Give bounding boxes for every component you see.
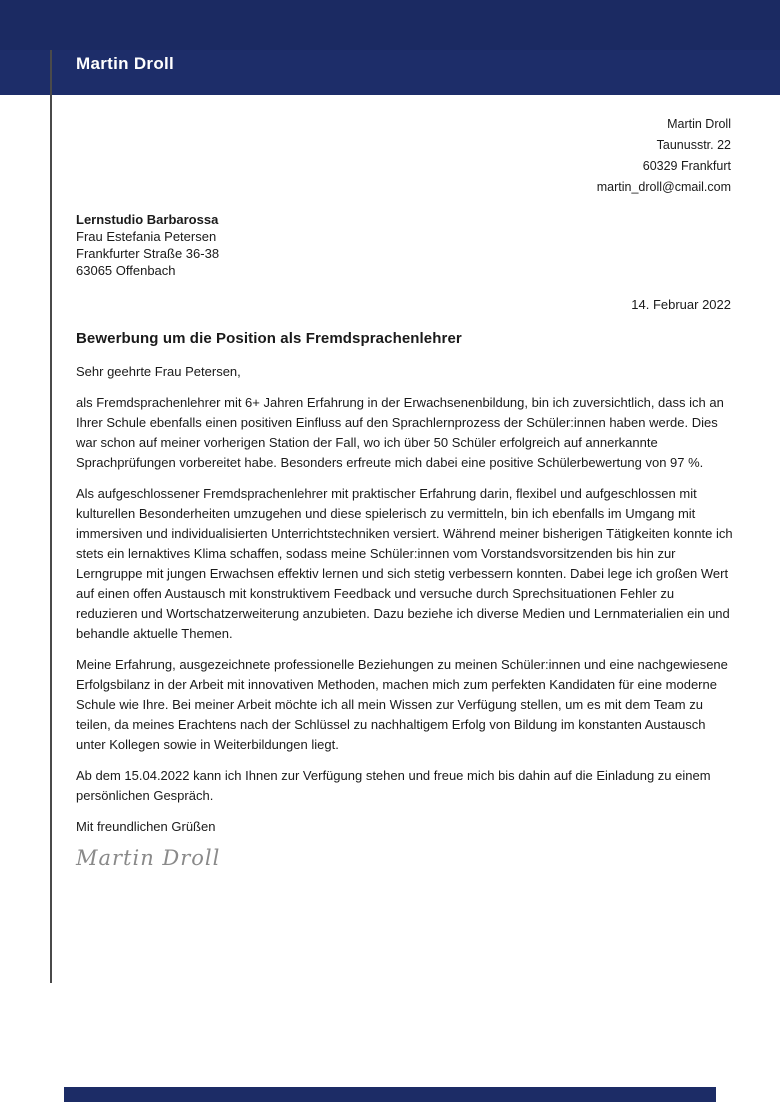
salutation: Sehr geehrte Frau Petersen,: [76, 364, 241, 379]
header-band-top: [0, 0, 780, 50]
recipient-company: Lernstudio Barbarossa: [76, 212, 219, 227]
sender-name: Martin Droll: [667, 117, 731, 131]
body-paragraph-4: Ab dem 15.04.2022 kann ich Ihnen zur Verfügung stehen und freue mich bis dahin auf die Einladung zu einem persönlichen Gespräch.: [76, 768, 711, 803]
header-name: Martin Droll: [76, 54, 175, 73]
recipient-street: Frankfurter Straße 36-38: [76, 246, 220, 261]
recipient-city: 63065 Offenbach: [76, 263, 176, 278]
sender-block: [597, 114, 731, 198]
closing-formula: Mit freundlichen Grüßen: [76, 819, 216, 834]
left-vertical-rule: [50, 50, 52, 983]
sender-email: martin_droll@cmail.com: [596, 180, 731, 194]
body-paragraph-3: Meine Erfahrung, ausgezeichnete professionelle Beziehungen zu meinen Schüler:innen und eine nachgewiesene Erfolgsbilanz in der Arbeit mit innovativen Methoden, machen mich zum perfekten Kandidaten für eine moderne Schule wie Ihre. Bei meiner Arbeit möchte ich all mein Wissen zur Verfügung stellen, um es mit dem Team zu teilen, da meines Erachtens nach der Schlüssel zu nachhaltigem Erfolg von Bildung im konstanten Austausch unter Kollegen sowie in Weiterbildungen liegt.: [76, 657, 728, 752]
recipient-block: [76, 211, 219, 279]
recipient-contact: Frau Estefania Petersen: [76, 229, 217, 244]
footer-bar: [64, 1087, 716, 1102]
letter-body: [76, 362, 733, 868]
body-paragraph-2: Als aufgeschlossener Fremdsprachenlehrer mit praktischer Erfahrung darin, flexibel und aufgeschlossen mit kulturellen Besonderheiten umzugehen und diese spielerisch zu vermitteln, bin ich ebenfalls im Umgang mit immersiven und individualisierten Unterrichtstechniken versiert. Während meiner bisherigen Tätigkeiten konnte ich stets ein lernaktives Klima schaffen, sodass meine Schüler:innen vom Vorstandsvorsitzenden bis hin zur Lerngruppe mit jungen Erwachsen effektiv lernen und sich stetig verbessern konnten. Dabei lege ich großen Wert auf einen offen Austausch mit konstruktivem Feedback und versuche durch Sprechsituationen Fehler zu reduzieren und Wortschatzerweiterung anzubieten. Dazu beziehe ich diverse Medien und Lernmaterialien ein und behandle aktuelle Themen.: [76, 486, 733, 641]
date: 14. Februar 2022: [631, 297, 731, 312]
sender-city: 60329 Frankfurt: [642, 159, 731, 173]
header-band: [0, 0, 780, 95]
body-paragraph-1: als Fremdsprachenlehrer mit 6+ Jahren Erfahrung in der Erwachsenenbildung, bin ich zuversichtlich, dass ich an Ihrer Schule ebenfalls einen positiven Einfluss auf den Sprachlernprozess der Schüler:innen haben werde. Dies war schon auf meiner vorherigen Station der Fall, wo ich über 50 Schüler erfolgreich auf annerkannte Sprachprüfungen vorbereitet habe. Besonders erfreute mich dabei eine positive Schülerbewertung von 97 %.: [76, 395, 724, 470]
signature: Martin Droll: [76, 846, 221, 870]
sender-street: Taunusstr. 22: [656, 138, 731, 152]
subject-line: Bewerbung um die Position als Fremdsprachenlehrer: [76, 330, 462, 347]
